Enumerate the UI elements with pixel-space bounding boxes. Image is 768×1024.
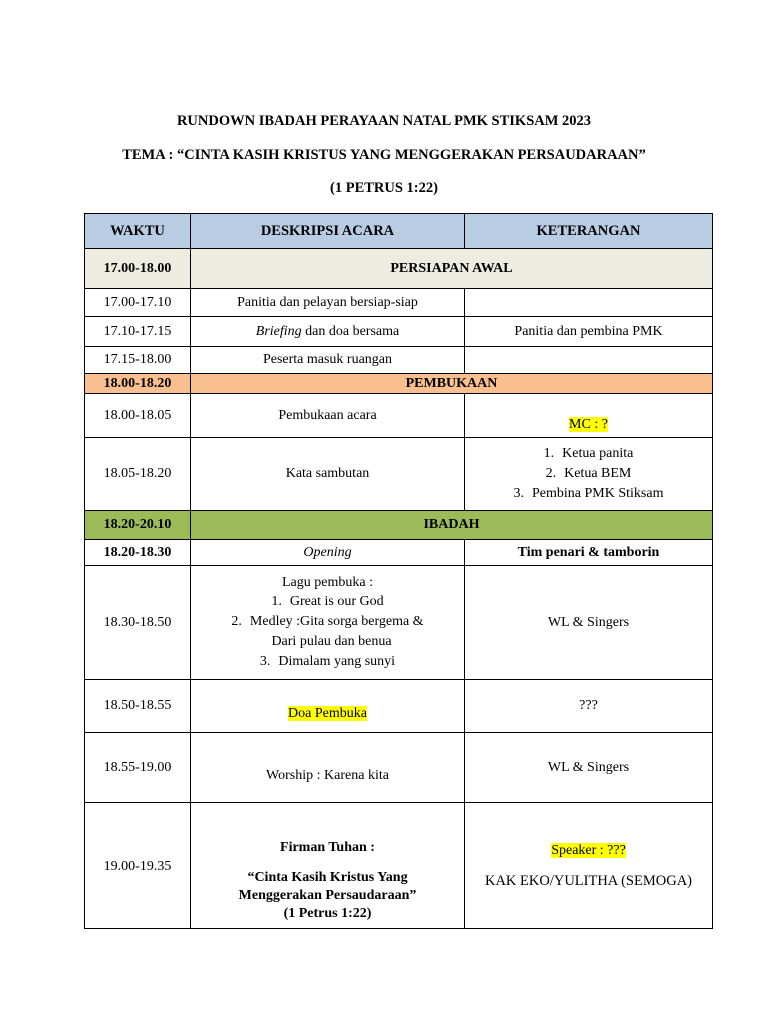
section-label: IBADAH [191,511,713,540]
document-verse: (1 PETRUS 1:22) [330,180,438,196]
row-note [465,803,713,929]
doa-highlight: Doa Pembuka [288,706,367,721]
table-row [85,347,713,374]
row-time: 19.00-19.35 [85,803,191,929]
section-label: PEMBUKAAN [191,374,713,394]
row-desc: Peserta masuk ruangan [191,347,465,374]
list-item: 3. Pembina PMK Stiksam [513,486,664,501]
row-note: Panitia dan pembina PMK [465,317,713,347]
firman-line2: Menggerakan Persaudaraan” [238,887,417,903]
list-item: 2. Medley :Gita sorga bergema & [231,613,424,629]
row-desc: Kata sambutan [191,438,465,511]
row-note [465,394,713,438]
firman-line3: (1 Petrus 1:22) [283,905,372,921]
row-note [465,289,713,317]
rundown-table [84,213,713,929]
row-time: 18.30-18.50 [85,566,191,680]
section-time: 18.00-18.20 [85,374,191,394]
section-label: PERSIAPAN AWAL [191,249,713,289]
section-row-pembukaan [85,374,713,394]
table-row [85,317,713,347]
document-theme: TEMA : “CINTA KASIH KRISTUS YANG MENGGERAKAN PERSAUDARAAN” [122,147,646,163]
row-time: 17.15-18.00 [85,347,191,374]
row-time: 18.05-18.20 [85,438,191,511]
table-row [85,803,713,929]
table-header-row [85,214,713,249]
row-desc: Worship : Karena kita [191,733,465,803]
row-note: ??? [465,680,713,733]
row-time: 18.55-19.00 [85,733,191,803]
row-desc [191,803,465,929]
speaker-highlight: Speaker : ??? [551,843,626,858]
table-row [85,289,713,317]
row-note [465,438,713,511]
table-row [85,438,713,511]
section-row-ibadah [85,511,713,540]
list-item: 1. Ketua panita [543,446,634,461]
speaker-name: KAK EKO/YULITHA (SEMOGA) [484,873,692,889]
row-time: 17.10-17.15 [85,317,191,347]
row-desc [191,680,465,733]
list-item: 2. Ketua BEM [545,466,632,481]
row-desc [191,566,465,680]
row-note: WL & Singers [465,566,713,680]
row-time: 18.00-18.05 [85,394,191,438]
speaker-list [473,444,704,504]
row-time: 18.20-18.30 [85,540,191,566]
firman-line1: “Cinta Kasih Kristus Yang [247,869,408,885]
row-desc: Panitia dan pelayan bersiap-siap [191,289,465,317]
row-desc-rest: dan doa bersama [301,323,400,339]
table-row [85,680,713,733]
header-keterangan: KETERANGAN [465,214,713,249]
row-note: WL & Singers [465,733,713,803]
section-time: 18.20-20.10 [85,511,191,540]
header-deskripsi: DESKRIPSI ACARA [191,214,465,249]
document-title: RUNDOWN IBADAH PERAYAAN NATAL PMK STIKSAM 2023 [176,113,592,129]
table-row [85,394,713,438]
row-desc [191,317,465,347]
row-desc: Pembukaan acara [191,394,465,438]
row-time: 18.50-18.55 [85,680,191,733]
row-desc-italic: Briefing [255,323,302,339]
section-row-persiapan [85,249,713,289]
row-note [465,347,713,374]
table-row [85,733,713,803]
row-desc: Opening [191,540,465,566]
song-list [199,592,456,672]
song-list-title: Lagu pembuka : [282,574,373,590]
header-waktu: WAKTU [85,214,191,249]
list-item: 1. Great is our God [271,593,384,609]
section-time: 17.00-18.00 [85,249,191,289]
table-row [85,540,713,566]
mc-highlight: MC : ? [569,417,608,432]
firman-title: Firman Tuhan : [280,839,375,855]
list-item: Dari pulau dan benua [271,633,392,649]
row-time: 17.00-17.10 [85,289,191,317]
table-row [85,566,713,680]
list-item: 3. Dimalam yang sunyi [259,653,396,669]
row-note: Tim penari & tamborin [465,540,713,566]
